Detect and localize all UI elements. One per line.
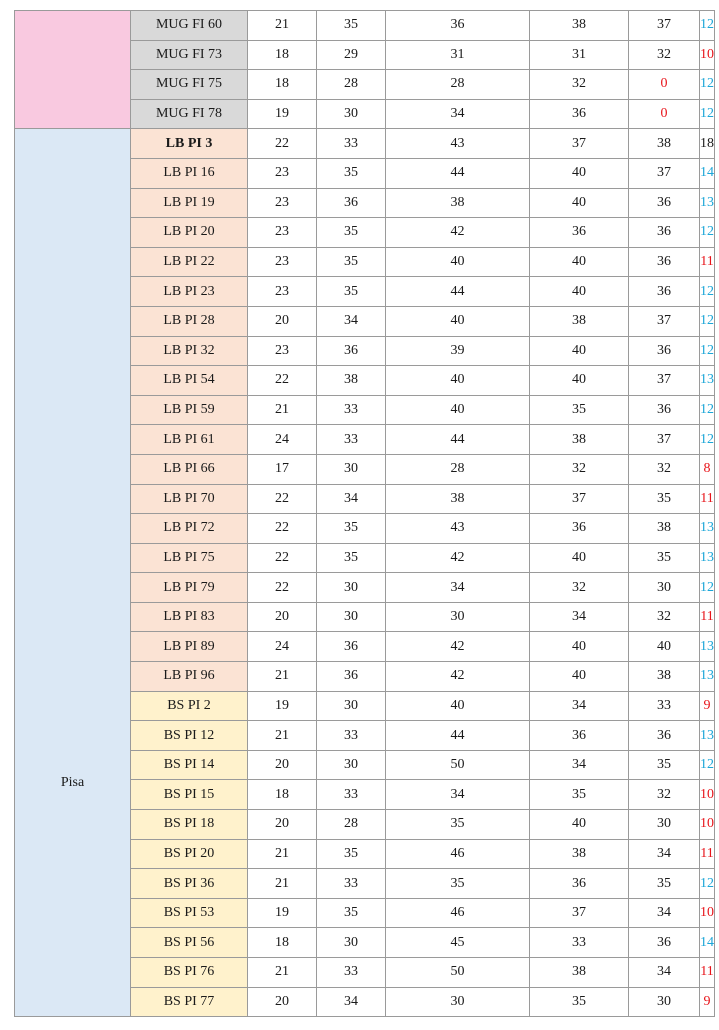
value-cell: 28	[386, 70, 530, 100]
value-cell: 28	[317, 70, 386, 100]
value-cell: 37	[629, 158, 700, 188]
value-cell: 36	[317, 188, 386, 218]
value-cell: 35	[317, 839, 386, 869]
value-cell: 10	[700, 40, 715, 70]
value-cell: 0	[629, 99, 700, 129]
value-cell: 35	[317, 218, 386, 248]
value-cell: 36	[317, 632, 386, 662]
group-label-cell: Pisa	[15, 129, 131, 1017]
value-cell: 50	[386, 750, 530, 780]
value-cell: 12	[700, 336, 715, 366]
value-cell: 10	[700, 780, 715, 810]
sample-name-cell: MUG FI 73	[131, 40, 248, 70]
value-cell: 12	[700, 70, 715, 100]
value-cell: 36	[629, 188, 700, 218]
value-cell: 30	[629, 987, 700, 1017]
value-cell: 36	[629, 336, 700, 366]
value-cell: 32	[629, 780, 700, 810]
value-cell: 35	[386, 810, 530, 840]
value-cell: 44	[386, 158, 530, 188]
value-cell: 12	[700, 395, 715, 425]
value-cell: 30	[629, 810, 700, 840]
value-cell: 30	[317, 750, 386, 780]
value-cell: 19	[248, 99, 317, 129]
value-cell: 40	[530, 662, 629, 692]
value-cell: 37	[530, 129, 629, 159]
value-cell: 9	[700, 691, 715, 721]
value-cell: 42	[386, 662, 530, 692]
sample-name-cell: LB PI 59	[131, 395, 248, 425]
value-cell: 22	[248, 514, 317, 544]
value-cell: 31	[386, 40, 530, 70]
value-cell: 10	[700, 898, 715, 928]
value-cell: 38	[386, 484, 530, 514]
value-cell: 12	[700, 11, 715, 41]
sample-name-cell: BS PI 18	[131, 810, 248, 840]
value-cell: 38	[629, 514, 700, 544]
value-cell: 24	[248, 425, 317, 455]
value-cell: 46	[386, 839, 530, 869]
value-cell: 50	[386, 958, 530, 988]
value-cell: 20	[248, 306, 317, 336]
value-cell: 34	[317, 306, 386, 336]
value-cell: 22	[248, 129, 317, 159]
value-cell: 35	[317, 277, 386, 307]
sample-name-cell: LB PI 70	[131, 484, 248, 514]
value-cell: 38	[629, 129, 700, 159]
value-cell: 40	[386, 306, 530, 336]
value-cell: 33	[530, 928, 629, 958]
value-cell: 35	[530, 395, 629, 425]
sample-name-cell: LB PI 23	[131, 277, 248, 307]
value-cell: 12	[700, 425, 715, 455]
value-cell: 36	[629, 721, 700, 751]
sample-name-cell: LB PI 54	[131, 366, 248, 396]
value-cell: 40	[530, 632, 629, 662]
value-cell: 40	[530, 277, 629, 307]
value-cell: 12	[700, 306, 715, 336]
value-cell: 36	[530, 721, 629, 751]
value-cell: 40	[530, 158, 629, 188]
value-cell: 37	[629, 11, 700, 41]
sample-name-cell: LB PI 75	[131, 543, 248, 573]
value-cell: 24	[248, 632, 317, 662]
sample-name-cell: BS PI 56	[131, 928, 248, 958]
value-cell: 13	[700, 721, 715, 751]
value-cell: 19	[248, 691, 317, 721]
value-cell: 32	[629, 454, 700, 484]
value-cell: 36	[317, 336, 386, 366]
group-label-cell	[15, 11, 131, 129]
value-cell: 40	[530, 188, 629, 218]
value-cell: 19	[248, 898, 317, 928]
value-cell: 31	[530, 40, 629, 70]
sample-name-cell: BS PI 2	[131, 691, 248, 721]
sample-name-cell: BS PI 76	[131, 958, 248, 988]
value-cell: 35	[629, 750, 700, 780]
value-cell: 38	[530, 839, 629, 869]
value-cell: 0	[629, 70, 700, 100]
value-cell: 30	[629, 573, 700, 603]
table-row	[15, 129, 715, 159]
sample-name-cell: LB PI 32	[131, 336, 248, 366]
sample-name-cell: BS PI 77	[131, 987, 248, 1017]
sample-name-cell: BS PI 14	[131, 750, 248, 780]
value-cell: 23	[248, 218, 317, 248]
value-cell: 34	[386, 780, 530, 810]
sample-name-cell: LB PI 72	[131, 514, 248, 544]
value-cell: 35	[629, 543, 700, 573]
value-cell: 30	[317, 602, 386, 632]
value-cell: 44	[386, 425, 530, 455]
value-cell: 38	[386, 188, 530, 218]
value-cell: 38	[530, 11, 629, 41]
value-cell: 38	[629, 662, 700, 692]
sample-name-cell: LB PI 19	[131, 188, 248, 218]
sample-name-cell: BS PI 36	[131, 869, 248, 899]
value-cell: 20	[248, 602, 317, 632]
value-cell: 10	[700, 810, 715, 840]
value-cell: 40	[386, 395, 530, 425]
value-cell: 46	[386, 898, 530, 928]
value-cell: 40	[530, 810, 629, 840]
value-cell: 34	[317, 484, 386, 514]
value-cell: 38	[530, 958, 629, 988]
value-cell: 44	[386, 277, 530, 307]
value-cell: 14	[700, 158, 715, 188]
value-cell: 30	[386, 987, 530, 1017]
value-cell: 18	[248, 928, 317, 958]
value-cell: 42	[386, 632, 530, 662]
value-cell: 11	[700, 247, 715, 277]
value-cell: 33	[317, 395, 386, 425]
value-cell: 32	[530, 573, 629, 603]
sample-name-cell: BS PI 53	[131, 898, 248, 928]
value-cell: 11	[700, 958, 715, 988]
value-cell: 32	[629, 602, 700, 632]
value-cell: 13	[700, 632, 715, 662]
value-cell: 34	[629, 898, 700, 928]
value-cell: 43	[386, 129, 530, 159]
value-cell: 14	[700, 928, 715, 958]
value-cell: 36	[530, 514, 629, 544]
value-cell: 33	[317, 958, 386, 988]
sample-name-cell: LB PI 83	[131, 602, 248, 632]
value-cell: 21	[248, 11, 317, 41]
value-cell: 12	[700, 573, 715, 603]
value-cell: 45	[386, 928, 530, 958]
value-cell: 12	[700, 277, 715, 307]
value-cell: 34	[629, 958, 700, 988]
value-cell: 38	[317, 366, 386, 396]
value-cell: 33	[317, 869, 386, 899]
table-body	[15, 11, 715, 1017]
value-cell: 34	[386, 573, 530, 603]
value-cell: 12	[700, 99, 715, 129]
sample-name-cell: MUG FI 60	[131, 11, 248, 41]
value-cell: 32	[530, 454, 629, 484]
value-cell: 12	[700, 750, 715, 780]
value-cell: 37	[629, 366, 700, 396]
value-cell: 13	[700, 514, 715, 544]
value-cell: 23	[248, 188, 317, 218]
value-cell: 36	[386, 11, 530, 41]
value-cell: 23	[248, 158, 317, 188]
value-cell: 34	[386, 99, 530, 129]
value-cell: 38	[530, 306, 629, 336]
value-cell: 30	[386, 602, 530, 632]
sample-name-cell: LB PI 3	[131, 129, 248, 159]
value-cell: 35	[629, 484, 700, 514]
sample-name-cell: BS PI 20	[131, 839, 248, 869]
value-cell: 40	[530, 543, 629, 573]
value-cell: 40	[530, 366, 629, 396]
value-cell: 17	[248, 454, 317, 484]
sample-name-cell: MUG FI 75	[131, 70, 248, 100]
value-cell: 39	[386, 336, 530, 366]
value-cell: 32	[530, 70, 629, 100]
sample-name-cell: LB PI 16	[131, 158, 248, 188]
value-cell: 38	[530, 425, 629, 455]
sample-name-cell: LB PI 66	[131, 454, 248, 484]
value-cell: 21	[248, 395, 317, 425]
value-cell: 35	[530, 780, 629, 810]
value-cell: 34	[629, 839, 700, 869]
value-cell: 30	[317, 99, 386, 129]
sample-name-cell: MUG FI 78	[131, 99, 248, 129]
sample-name-cell: LB PI 28	[131, 306, 248, 336]
value-cell: 29	[317, 40, 386, 70]
value-cell: 33	[317, 129, 386, 159]
value-cell: 36	[530, 218, 629, 248]
value-cell: 18	[248, 70, 317, 100]
sample-name-cell: LB PI 96	[131, 662, 248, 692]
sample-name-cell: BS PI 15	[131, 780, 248, 810]
sample-name-cell: LB PI 22	[131, 247, 248, 277]
value-cell: 37	[629, 306, 700, 336]
value-cell: 12	[700, 869, 715, 899]
sample-name-cell: LB PI 89	[131, 632, 248, 662]
sample-name-cell: LB PI 20	[131, 218, 248, 248]
value-cell: 30	[317, 928, 386, 958]
value-cell: 35	[317, 543, 386, 573]
value-cell: 40	[386, 691, 530, 721]
value-cell: 23	[248, 247, 317, 277]
value-cell: 28	[386, 454, 530, 484]
value-cell: 13	[700, 662, 715, 692]
value-cell: 40	[530, 247, 629, 277]
value-cell: 35	[530, 987, 629, 1017]
value-cell: 42	[386, 543, 530, 573]
value-cell: 34	[530, 750, 629, 780]
value-cell: 12	[700, 218, 715, 248]
value-cell: 36	[530, 869, 629, 899]
value-cell: 22	[248, 484, 317, 514]
value-cell: 32	[629, 40, 700, 70]
value-cell: 8	[700, 454, 715, 484]
value-cell: 21	[248, 721, 317, 751]
value-cell: 23	[248, 336, 317, 366]
value-cell: 20	[248, 987, 317, 1017]
value-cell: 23	[248, 277, 317, 307]
value-cell: 35	[317, 898, 386, 928]
value-cell: 36	[629, 928, 700, 958]
value-cell: 44	[386, 721, 530, 751]
value-cell: 13	[700, 543, 715, 573]
value-cell: 40	[629, 632, 700, 662]
value-cell: 35	[386, 869, 530, 899]
value-cell: 40	[386, 366, 530, 396]
value-cell: 13	[700, 366, 715, 396]
value-cell: 22	[248, 573, 317, 603]
sample-name-cell: BS PI 12	[131, 721, 248, 751]
value-cell: 18	[248, 780, 317, 810]
value-cell: 43	[386, 514, 530, 544]
sample-name-cell: LB PI 79	[131, 573, 248, 603]
value-cell: 21	[248, 958, 317, 988]
value-cell: 11	[700, 839, 715, 869]
value-cell: 30	[317, 454, 386, 484]
value-cell: 22	[248, 543, 317, 573]
value-cell: 22	[248, 366, 317, 396]
value-cell: 40	[530, 336, 629, 366]
value-cell: 21	[248, 869, 317, 899]
value-cell: 21	[248, 839, 317, 869]
value-cell: 21	[248, 662, 317, 692]
value-cell: 20	[248, 810, 317, 840]
value-cell: 33	[317, 721, 386, 751]
table-row	[15, 11, 715, 41]
value-cell: 37	[629, 425, 700, 455]
value-cell: 36	[629, 395, 700, 425]
value-cell: 36	[530, 99, 629, 129]
value-cell: 11	[700, 602, 715, 632]
value-cell: 9	[700, 987, 715, 1017]
value-cell: 36	[629, 277, 700, 307]
value-cell: 35	[317, 247, 386, 277]
value-cell: 34	[530, 602, 629, 632]
value-cell: 30	[317, 691, 386, 721]
data-table	[14, 10, 715, 1017]
value-cell: 36	[629, 247, 700, 277]
value-cell: 18	[700, 129, 715, 159]
value-cell: 33	[317, 425, 386, 455]
value-cell: 40	[386, 247, 530, 277]
value-cell: 20	[248, 750, 317, 780]
value-cell: 37	[530, 898, 629, 928]
value-cell: 36	[317, 662, 386, 692]
value-cell: 34	[317, 987, 386, 1017]
value-cell: 35	[317, 158, 386, 188]
sample-name-cell: LB PI 61	[131, 425, 248, 455]
value-cell: 34	[530, 691, 629, 721]
value-cell: 37	[530, 484, 629, 514]
value-cell: 30	[317, 573, 386, 603]
value-cell: 11	[700, 484, 715, 514]
value-cell: 35	[317, 11, 386, 41]
value-cell: 28	[317, 810, 386, 840]
value-cell: 35	[317, 514, 386, 544]
value-cell: 35	[629, 869, 700, 899]
value-cell: 33	[317, 780, 386, 810]
value-cell: 42	[386, 218, 530, 248]
value-cell: 33	[629, 691, 700, 721]
value-cell: 36	[629, 218, 700, 248]
value-cell: 13	[700, 188, 715, 218]
value-cell: 18	[248, 40, 317, 70]
